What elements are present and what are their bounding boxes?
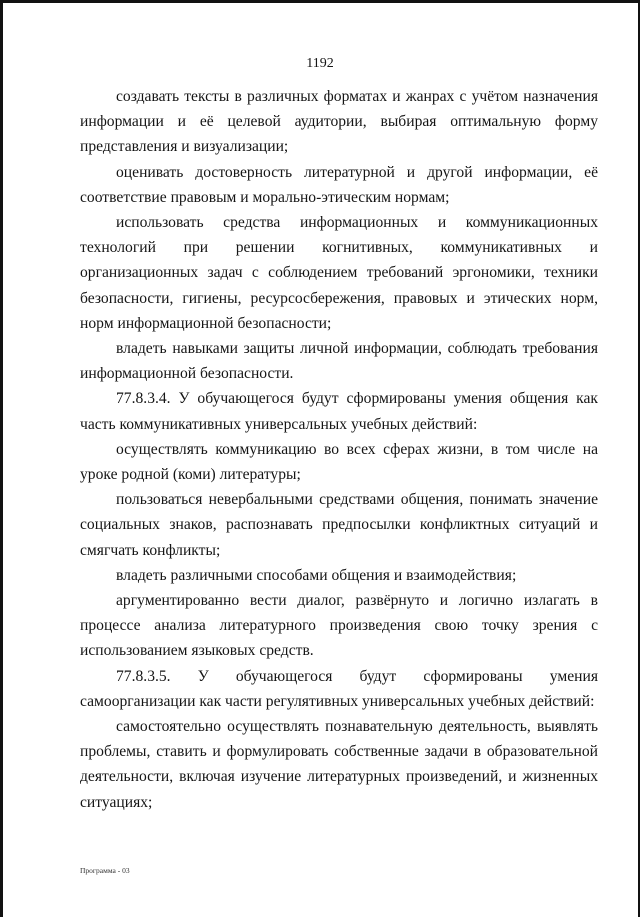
paragraph: самостоятельно осуществлять познавательную деятельность, выявлять проблемы, ставить и формулировать собственные задачи в образовательной деятельности, включая изучение литературных произведений, и жизненных ситуациях; [80,718,598,811]
page-number: 1192 [306,56,334,71]
paragraph: аргументированно вести диалог, развёрнуто и логично излагать в процессе анализа литературного произведения свою точку зрения с использованием языковых средств. [80,592,598,660]
paragraph: оценивать достоверность литературной и другой информации, её соответствие правовым и морально-этическим нормам; [80,163,598,206]
scan-border-top [0,0,640,3]
section-heading-paragraph: 77.8.3.4. У обучающегося будут сформированы умения общения как часть коммуникативных универсальных учебных действий: [80,390,598,433]
paragraph: владеть различными способами общения и взаимодействия; [116,566,517,584]
paragraph: создавать тексты в различных форматах и жанрах с учётом назначения информации и её целевой аудитории, выбирая оптимальную форму представления и визуализации; [80,88,598,156]
paragraph: осуществлять коммуникацию во всех сферах жизни, в том числе на уроке родной (коми) литературы; [80,440,598,484]
scan-border-left [0,0,3,917]
footer-label: Программа - 03 [80,866,130,875]
paragraph: пользоваться невербальными средствами общения, понимать значение социальных знаков, распознавать предпосылки конфликтных ситуаций и смягчать конфликты; [80,491,598,559]
paragraph: использовать средства информационных и коммуникационных технологий при решении когнитивных, коммуникативных и организационных задач с соблюдением требований эргономики, техники безопасности, гигиены, ресурсосбережения, правовых и этических норм, норм информационной безопасности; [80,214,598,332]
document-body [80,84,598,815]
paragraph: владеть навыками защиты личной информации, соблюдать требования информационной безопасности. [80,340,598,383]
section-heading-paragraph: 77.8.3.5. У обучающегося будут сформированы умения самоорганизации как части регулятивных универсальных учебных действий: [80,667,598,710]
